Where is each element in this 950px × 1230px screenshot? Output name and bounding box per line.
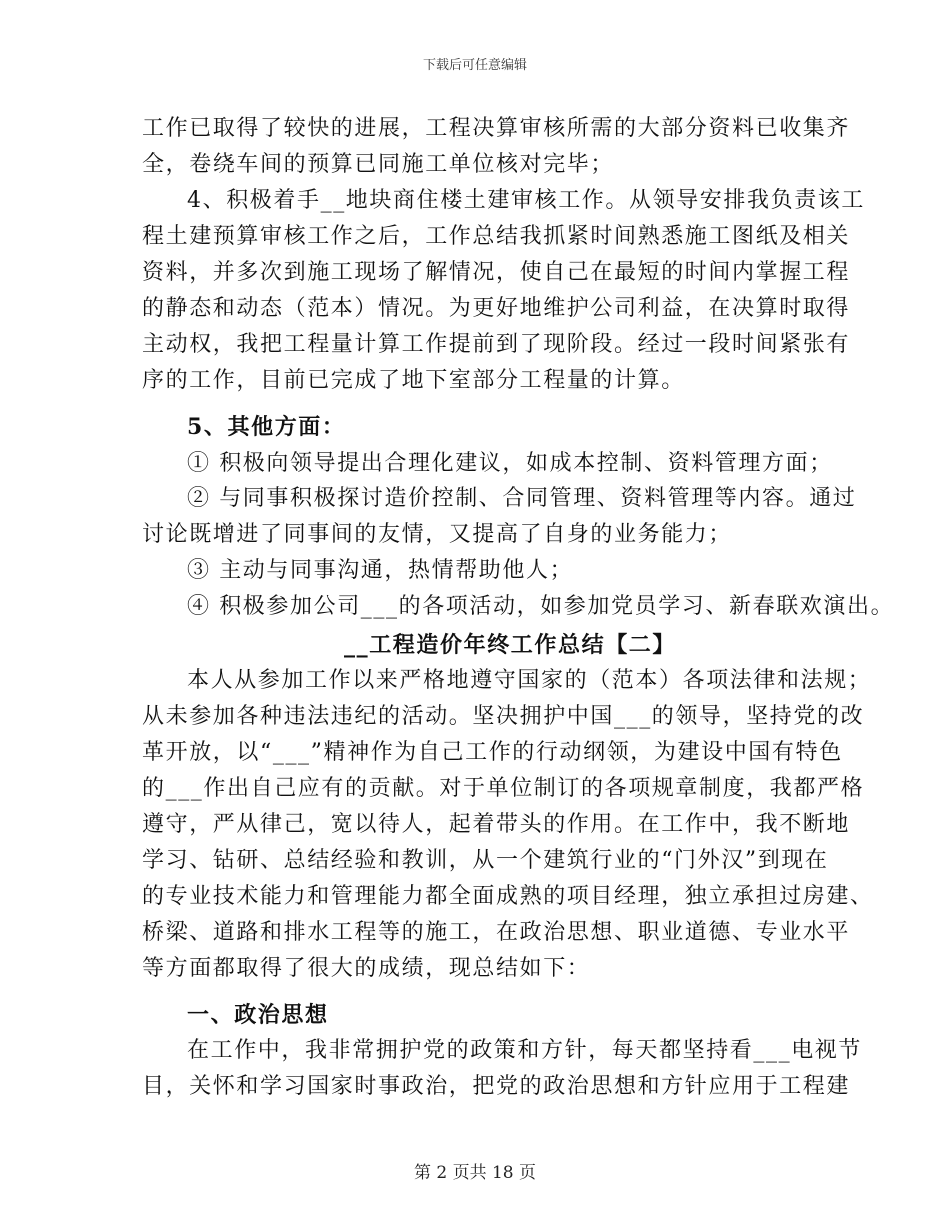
paragraph-line: 的专业技术能力和管理能力都全面成熟的项目经理，独立承担过房建、	[142, 884, 874, 909]
paragraph-line: 遵守，严从律己，宽以待人，起着带头的作用。在工作中，我不断地	[142, 812, 851, 837]
page-footer: 第 2 页共 18 页	[413, 1163, 537, 1183]
paragraph-line: 主动权，我把工程量计算工作提前到了现阶段。经过一段时间紧张有	[142, 332, 851, 357]
section-title: __工程造价年终工作总结【二】	[344, 632, 677, 658]
paragraph-line: 资料，并多次到施工现场了解情况，使自己在最短的时间内掌握工程	[142, 260, 851, 285]
page-header: 下载后可任意编辑	[422, 58, 527, 73]
section-heading: 5、其他方面：	[187, 414, 346, 440]
list-item: ④ 积极参加公司___的各项活动，如参加党员学习、新春联欢演出。	[187, 594, 895, 619]
paragraph-line: 讨论既增进了同事间的友情，又提高了自身的业务能力；	[142, 522, 733, 547]
paragraph-line: 全，卷绕车间的预算已同施工单位核对完毕；	[142, 152, 615, 177]
list-item: ② 与同事积极探讨造价控制、合同管理、资料管理等内容。通过	[187, 486, 857, 511]
paragraph-line: 的静态和动态（范本）情况。为更好地维护公司利益，在决算时取得	[142, 296, 851, 321]
paragraph-line: 目，关怀和学习国家时事政治，把党的政治思想和方针应用于工程建	[142, 1074, 851, 1099]
paragraph-line: 在工作中，我非常拥护党的政策和方针，每天都坚持看___电视节	[187, 1038, 863, 1063]
paragraph-line: 程土建预算审核工作之后，工作总结我抓紧时间熟悉施工图纸及相关	[142, 224, 851, 249]
paragraph-line: 工作已取得了较快的进展，工程决算审核所需的大部分资料已收集齐	[142, 116, 851, 141]
paragraph-line: 序的工作，目前已完成了地下室部分工程量的计算。	[142, 368, 685, 393]
paragraph-line: 的___作出自己应有的贡献。对于单位制订的各项规章制度，我都严格	[142, 776, 865, 801]
paragraph-line: 学习、钻研、总结经验和教训，从一个建筑行业的“门外汉”到现在	[142, 848, 829, 873]
paragraph-line: 桥梁、道路和排水工程等的施工，在政治思想、职业道德、专业水平	[142, 920, 851, 945]
section-heading: 一、政治思想	[187, 1002, 329, 1028]
paragraph-line: 本人从参加工作以来严格地遵守国家的（范本）各项法律和法规；	[187, 668, 872, 693]
paragraph-line: 等方面都取得了很大的成绩，现总结如下：	[142, 956, 591, 981]
paragraph-line: 革开放，以“___”精神作为自己工作的行动纲领，为建设中国有特色	[142, 740, 843, 765]
paragraph-line: 4、积极着手__地块商住楼土建审核工作。从领导安排我负责该工	[187, 188, 865, 213]
list-item: ① 积极向领导提出合理化建议，如成本控制、资料管理方面；	[187, 451, 833, 476]
list-item: ③ 主动与同事沟通，热情帮助他人；	[187, 558, 574, 583]
paragraph-line: 从未参加各种违法违纪的活动。坚决拥护中国___的领导，坚持党的改	[142, 704, 865, 729]
